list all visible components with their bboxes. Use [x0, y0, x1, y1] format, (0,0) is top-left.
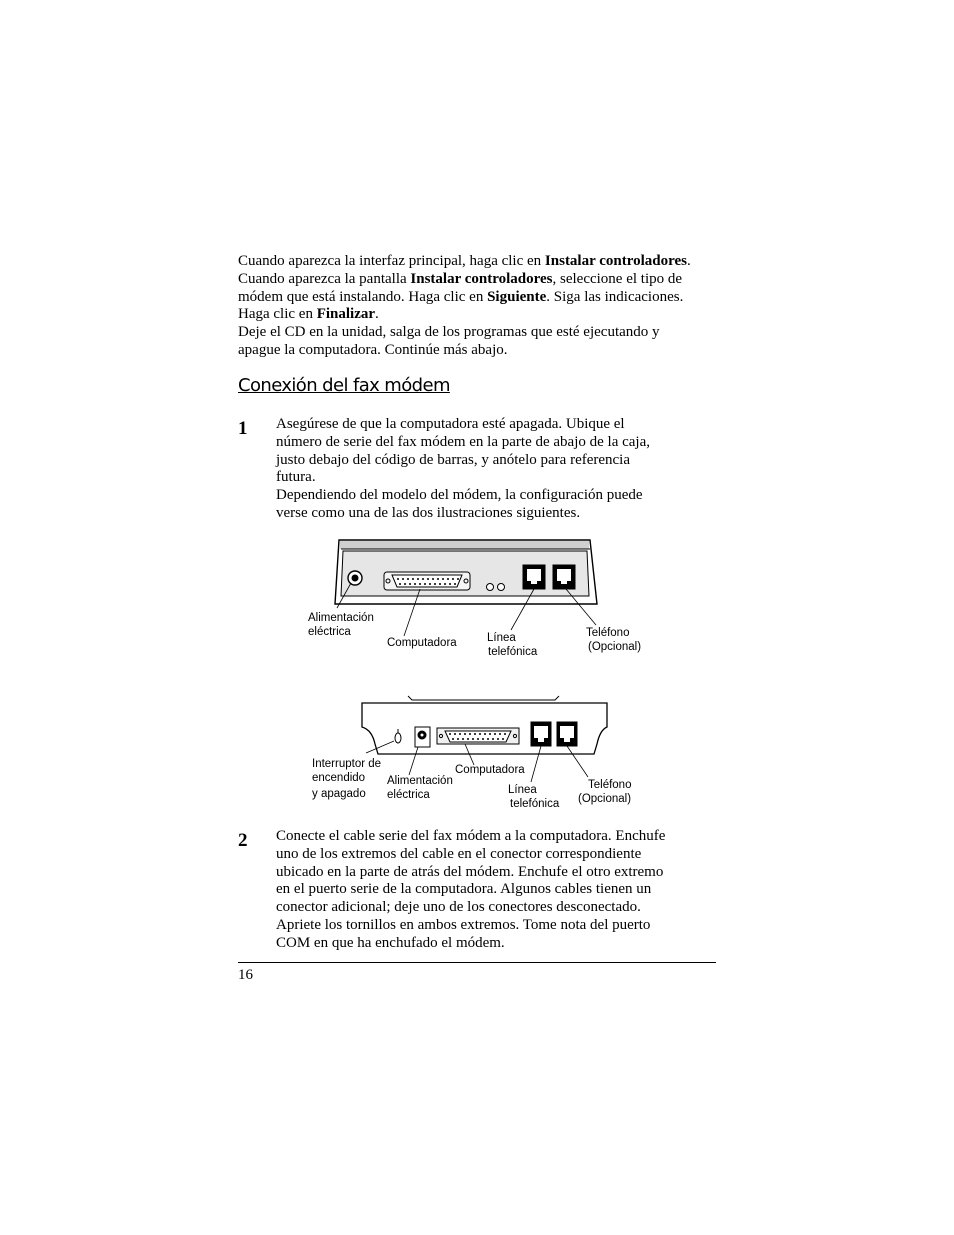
step-1-text: [276, 416, 696, 523]
fig2-switch-label: Interruptor de encendido y apagado: [312, 758, 382, 800]
step-2-line: uno de los extremos del cable en el conector correspondiente: [276, 845, 642, 862]
step-1-line: Asegúrese de que la computadora esté apagada. Ubique el: [276, 416, 625, 432]
intro-paragraph: [238, 253, 718, 360]
fig2-phone-line-label: Línea telefónica: [508, 784, 560, 810]
intro-line: Cuando aparezca la pantalla Instalar controladores, seleccione el tipo de: [238, 270, 683, 287]
footer-rule: [238, 962, 716, 963]
step-1-line: verse como una de las dos ilustraciones siguientes.: [276, 504, 581, 521]
finish-emphasis: Finalizar: [316, 306, 376, 323]
step-2-number: 2: [238, 830, 248, 851]
intro-line: Haga clic en Finalizar.: [238, 306, 379, 323]
step-2-line: Apriete los tornillos en ambos extremos. Tome nota del puerto: [276, 916, 651, 933]
fig2-telephone-label: Teléfono (Opcional): [578, 779, 632, 805]
fig1-telephone-label: Teléfono (Opcional): [586, 627, 642, 653]
fig1-power-label: Alimentación eléctrica: [308, 612, 374, 638]
step-2-line: ubicado en la parte de atrás del módem. Enchufe el otro extremo: [276, 863, 664, 880]
step-1-number: 1: [238, 418, 248, 439]
step-2-line: COM en que ha enchufado el módem.: [276, 934, 505, 951]
step-1-line: número de serie del fax módem en la parte de abajo de la caja,: [276, 433, 650, 450]
section-title: Conexión del fax módem: [238, 375, 450, 396]
intro-line: apague la computadora. Continúe más abajo.: [238, 341, 508, 358]
step-2-line: conector adicional; deje uno de los conectores desconectado.: [276, 899, 641, 916]
figure-1-leader-lines: [337, 583, 596, 636]
next-emphasis: Siguiente: [487, 288, 547, 305]
page-number: 16: [238, 967, 253, 983]
modem-2-back-panel: [362, 696, 607, 754]
intro-line: módem que está instalando. Haga clic en Siguiente. Siga las indicaciones.: [238, 288, 684, 305]
step-2-line: Conecte el cable serie del fax módem a la computadora. Enchufe: [276, 828, 666, 844]
step-1-line: justo debajo del código de barras, y anótelo para referencia: [276, 451, 631, 468]
fig2-power-label: Alimentación eléctrica: [387, 775, 453, 801]
fig1-phone-line-label: Línea telefónica: [487, 632, 538, 658]
fig1-computer-label: Computadora: [387, 637, 457, 649]
step-2-line: en el puerto serie de la computadora. Algunos cables tienen un: [276, 881, 652, 898]
install-drivers-emphasis: Instalar controladores: [544, 253, 688, 269]
install-drivers-emphasis: Instalar controladores: [410, 270, 553, 287]
modem-1-back-panel: [335, 540, 597, 604]
step-2-text: [276, 828, 706, 953]
step-1-line: Dependiendo del modelo del módem, la configuración puede: [276, 487, 643, 504]
intro-line: Cuando aparezca la interfaz principal, haga clic en Instalar controladores.: [238, 253, 691, 269]
fig2-computer-label: Computadora: [455, 764, 525, 776]
step-1-line: futura.: [276, 469, 316, 486]
intro-line: Deje el CD en la unidad, salga de los programas que esté ejecutando y: [238, 324, 660, 341]
